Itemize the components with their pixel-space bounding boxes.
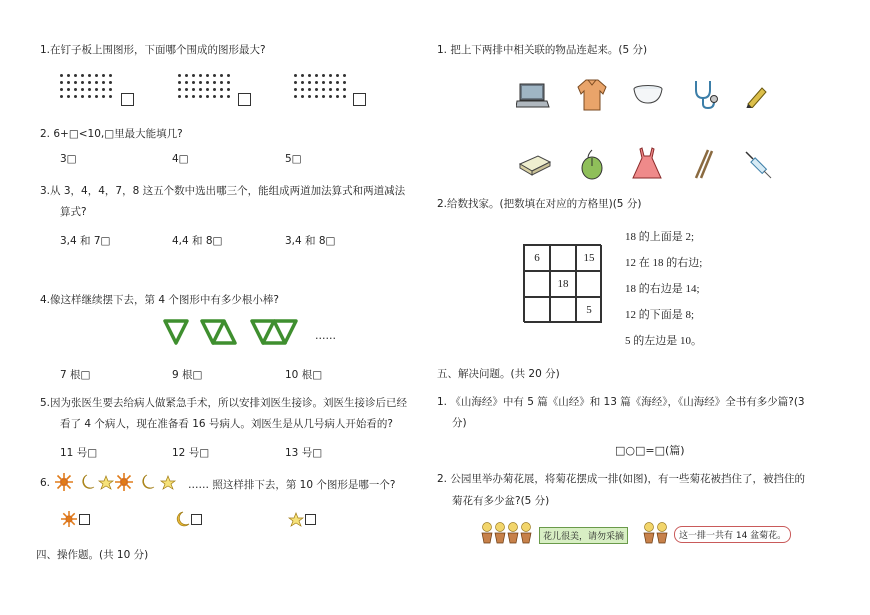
peg-dot bbox=[294, 95, 297, 98]
question-6: …… 照这样排下去，第 10 个图形是哪一个? bbox=[188, 479, 396, 491]
bowl-icon[interactable] bbox=[632, 84, 664, 106]
option[interactable]: 7 根□ bbox=[60, 369, 91, 381]
moon-icon bbox=[143, 475, 154, 488]
sun-icon bbox=[60, 510, 78, 528]
triangle-2 bbox=[202, 321, 224, 343]
peg-dot bbox=[206, 81, 209, 84]
option[interactable]: 4,4 和 8□ bbox=[172, 235, 223, 247]
peg-dot bbox=[199, 95, 202, 98]
grid-cell[interactable] bbox=[550, 245, 576, 271]
peg-dot bbox=[206, 95, 209, 98]
star-icon bbox=[99, 476, 113, 489]
peg-dot bbox=[95, 74, 98, 77]
problem-1: 1. 《山海经》中有 5 篇《山经》和 13 篇《海经》，《山海经》全书有多少篇?(3 bbox=[437, 396, 805, 408]
option[interactable]: 5□ bbox=[285, 153, 302, 165]
peg-dot bbox=[178, 95, 181, 98]
section-4-title: 四、操作题。(共 10 分) bbox=[36, 549, 149, 561]
peg-dot bbox=[220, 74, 223, 77]
question-3: 3.从 3，4，4，7，8 这五个数中选出哪三个，能组成两道加法算式和两道减法 bbox=[40, 185, 406, 197]
grid-cell[interactable] bbox=[524, 297, 550, 323]
peg-dot bbox=[322, 95, 325, 98]
clue: 18 的右边是 14; bbox=[625, 283, 700, 295]
option[interactable]: 10 根□ bbox=[285, 369, 323, 381]
grid-cell[interactable]: 18 bbox=[550, 271, 576, 297]
answer-box[interactable] bbox=[191, 514, 202, 525]
peg-dot bbox=[301, 88, 304, 91]
peg-dot bbox=[315, 88, 318, 91]
option-star[interactable] bbox=[288, 510, 316, 528]
peg-dot bbox=[308, 95, 311, 98]
laptop-icon[interactable] bbox=[516, 82, 550, 110]
problem-2: 2. 公园里举办菊花展，将菊花摆成一排(如图)，有一些菊花被挡住了，被挡住的 bbox=[437, 473, 806, 485]
peg-dot bbox=[88, 95, 91, 98]
grid-cell[interactable] bbox=[550, 297, 576, 323]
peg-dot bbox=[81, 88, 84, 91]
star-icon bbox=[288, 510, 304, 528]
peg-dot bbox=[60, 74, 63, 77]
peg-dot bbox=[192, 95, 195, 98]
grid-cell[interactable] bbox=[576, 271, 602, 297]
peg-dot bbox=[199, 81, 202, 84]
mouse-icon[interactable] bbox=[578, 148, 606, 180]
section-5-title: 五、解决问题。(共 20 分) bbox=[437, 368, 560, 380]
peg-dot bbox=[192, 74, 195, 77]
peg-dot bbox=[343, 88, 346, 91]
peg-dot bbox=[329, 74, 332, 77]
peg-dot bbox=[192, 81, 195, 84]
option[interactable]: 9 根□ bbox=[172, 369, 203, 381]
peg-dot bbox=[185, 81, 188, 84]
peg-dot bbox=[178, 81, 181, 84]
do-not-pick-sign: 花儿很美，请勿采摘 bbox=[539, 527, 628, 544]
peg-dot bbox=[109, 81, 112, 84]
problem-1-cont: 分) bbox=[452, 417, 467, 429]
flower-pot-icon bbox=[508, 523, 518, 544]
moon-icon bbox=[83, 475, 94, 488]
peg-dot bbox=[74, 81, 77, 84]
peg-dot bbox=[60, 95, 63, 98]
peg-dot bbox=[109, 95, 112, 98]
question-3-cont: 算式? bbox=[60, 206, 87, 218]
peg-dot bbox=[220, 81, 223, 84]
peg-dot bbox=[102, 88, 105, 91]
peg-dot bbox=[192, 88, 195, 91]
peg-dot bbox=[336, 81, 339, 84]
option[interactable]: 11 号□ bbox=[60, 447, 98, 459]
flower-pots-right bbox=[642, 521, 670, 545]
answer-box[interactable] bbox=[238, 93, 251, 106]
speech-bubble: 这一排一共有 14 盆菊花。 bbox=[674, 526, 791, 543]
option[interactable]: 3,4 和 8□ bbox=[285, 235, 336, 247]
peg-dot bbox=[109, 88, 112, 91]
shape-sequence bbox=[54, 472, 186, 492]
peg-dot bbox=[343, 95, 346, 98]
peg-dot bbox=[322, 74, 325, 77]
peg-dot bbox=[199, 74, 202, 77]
sun-icon bbox=[55, 473, 73, 491]
flower-pots-left bbox=[480, 521, 538, 545]
option[interactable]: 3□ bbox=[60, 153, 77, 165]
triangle-1 bbox=[165, 321, 187, 343]
dress-icon[interactable] bbox=[632, 146, 662, 180]
grid-cell[interactable]: 15 bbox=[576, 245, 602, 271]
peg-dot bbox=[74, 88, 77, 91]
sweater-icon[interactable] bbox=[577, 78, 607, 112]
clue: 12 的下面是 8; bbox=[625, 309, 695, 321]
grid-cell[interactable]: 6 bbox=[524, 245, 550, 271]
peg-dot bbox=[315, 81, 318, 84]
peg-dot bbox=[109, 74, 112, 77]
answer-box[interactable] bbox=[353, 93, 366, 106]
peg-dot bbox=[213, 81, 216, 84]
option[interactable]: 3,4 和 7□ bbox=[60, 235, 111, 247]
peg-dot bbox=[88, 81, 91, 84]
peg-dot bbox=[343, 74, 346, 77]
peg-dot bbox=[95, 88, 98, 91]
peg-dot bbox=[67, 74, 70, 77]
peg-dot bbox=[81, 81, 84, 84]
peg-dot bbox=[178, 74, 181, 77]
right-question-1: 1. 把上下两排中相关联的物品连起来。(5 分) bbox=[437, 44, 648, 56]
problem-2-cont: 菊花有多少盆?(5 分) bbox=[452, 495, 550, 507]
peg-dot bbox=[336, 95, 339, 98]
sun-icon bbox=[115, 473, 133, 491]
answer-box[interactable] bbox=[121, 93, 134, 106]
peg-dot bbox=[95, 81, 98, 84]
peg-dot bbox=[220, 88, 223, 91]
peg-dot bbox=[329, 81, 332, 84]
peg-dot bbox=[102, 81, 105, 84]
peg-dot bbox=[227, 74, 230, 77]
flower-pot-icon bbox=[482, 523, 492, 544]
formula-answer[interactable]: □○□=□(篇) bbox=[615, 444, 685, 457]
answer-box[interactable] bbox=[79, 514, 90, 525]
peg-dot bbox=[329, 95, 332, 98]
right-question-2: 2.给数找家。(把数填在对应的方格里)(5 分) bbox=[437, 198, 642, 210]
syringe-icon[interactable] bbox=[744, 150, 772, 180]
grid-cell[interactable] bbox=[524, 271, 550, 297]
option[interactable]: 4□ bbox=[172, 153, 189, 165]
option[interactable]: 13 号□ bbox=[285, 447, 323, 459]
flower-pot-icon bbox=[521, 523, 531, 544]
peg-dot bbox=[185, 88, 188, 91]
pencil-icon[interactable] bbox=[744, 84, 770, 108]
peg-dot bbox=[81, 95, 84, 98]
grid-cell[interactable]: 5 bbox=[576, 297, 602, 323]
flower-pot-icon bbox=[495, 523, 505, 544]
question-5-cont: 看了 4 个病人，现在准备看 16 号病人。刘医生是从几号病人开始看的? bbox=[60, 418, 393, 430]
peg-dot bbox=[343, 81, 346, 84]
ellipsis: …… bbox=[315, 330, 336, 342]
peg-dot bbox=[199, 88, 202, 91]
peg-dot bbox=[336, 74, 339, 77]
peg-dot bbox=[213, 95, 216, 98]
peg-dot bbox=[74, 95, 77, 98]
peg-dot bbox=[308, 88, 311, 91]
peg-dot bbox=[185, 95, 188, 98]
peg-dot bbox=[301, 81, 304, 84]
peg-dot bbox=[294, 88, 297, 91]
peg-dot bbox=[329, 88, 332, 91]
option-sun[interactable] bbox=[60, 510, 90, 528]
peg-dot bbox=[88, 74, 91, 77]
peg-dot bbox=[102, 95, 105, 98]
peg-dot bbox=[322, 88, 325, 91]
peg-dot bbox=[322, 81, 325, 84]
question-5: 5.因为张医生要去给病人做紧急手术，所以安排刘医生接诊。刘医生接诊后已经 bbox=[40, 397, 408, 409]
triangle-3 bbox=[252, 321, 274, 343]
option[interactable]: 12 号□ bbox=[172, 447, 210, 459]
clue: 12 在 18 的右边; bbox=[625, 257, 703, 269]
question-2: 2. 6+□<10,□里最大能填几? bbox=[40, 128, 183, 140]
flower-pot-icon bbox=[657, 523, 667, 544]
question-4: 4.像这样继续摆下去，第 4 个图形中有多少根小棒? bbox=[40, 294, 279, 306]
peg-dot bbox=[74, 74, 77, 77]
peg-dot bbox=[206, 88, 209, 91]
peg-dot bbox=[315, 74, 318, 77]
chopsticks-icon[interactable] bbox=[692, 148, 716, 180]
peg-dot bbox=[308, 81, 311, 84]
question-6-number: 6. bbox=[40, 477, 51, 489]
peg-dot bbox=[60, 88, 63, 91]
peg-dot bbox=[206, 74, 209, 77]
peg-dot bbox=[227, 88, 230, 91]
flower-pot-icon bbox=[644, 523, 654, 544]
peg-dot bbox=[185, 74, 188, 77]
clue: 5 的左边是 10。 bbox=[625, 335, 702, 347]
peg-dot bbox=[88, 88, 91, 91]
peg-dot bbox=[301, 74, 304, 77]
star-icon bbox=[161, 476, 175, 489]
peg-dot bbox=[178, 88, 181, 91]
clue: 18 的上面是 2; bbox=[625, 231, 695, 243]
peg-dot bbox=[213, 88, 216, 91]
moon-icon bbox=[174, 510, 190, 528]
peg-dot bbox=[102, 74, 105, 77]
stick-pattern bbox=[162, 318, 312, 350]
peg-dot bbox=[81, 74, 84, 77]
peg-dot bbox=[315, 95, 318, 98]
peg-dot bbox=[227, 81, 230, 84]
peg-dot bbox=[67, 95, 70, 98]
answer-box[interactable] bbox=[305, 514, 316, 525]
peg-dot bbox=[336, 88, 339, 91]
peg-dot bbox=[294, 74, 297, 77]
peg-dot bbox=[308, 74, 311, 77]
number-grid bbox=[523, 244, 601, 322]
peg-dot bbox=[67, 81, 70, 84]
option-moon[interactable] bbox=[174, 510, 202, 528]
peg-dot bbox=[67, 88, 70, 91]
peg-dot bbox=[213, 74, 216, 77]
peg-dot bbox=[60, 81, 63, 84]
question-1: 1.在钉子板上围图形，下面哪个围成的图形最大? bbox=[40, 44, 266, 56]
peg-dot bbox=[301, 95, 304, 98]
peg-dot bbox=[294, 81, 297, 84]
peg-dot bbox=[95, 95, 98, 98]
peg-dot bbox=[227, 95, 230, 98]
peg-dot bbox=[220, 95, 223, 98]
eraser-icon[interactable] bbox=[518, 154, 552, 176]
stethoscope-icon[interactable] bbox=[690, 78, 720, 110]
